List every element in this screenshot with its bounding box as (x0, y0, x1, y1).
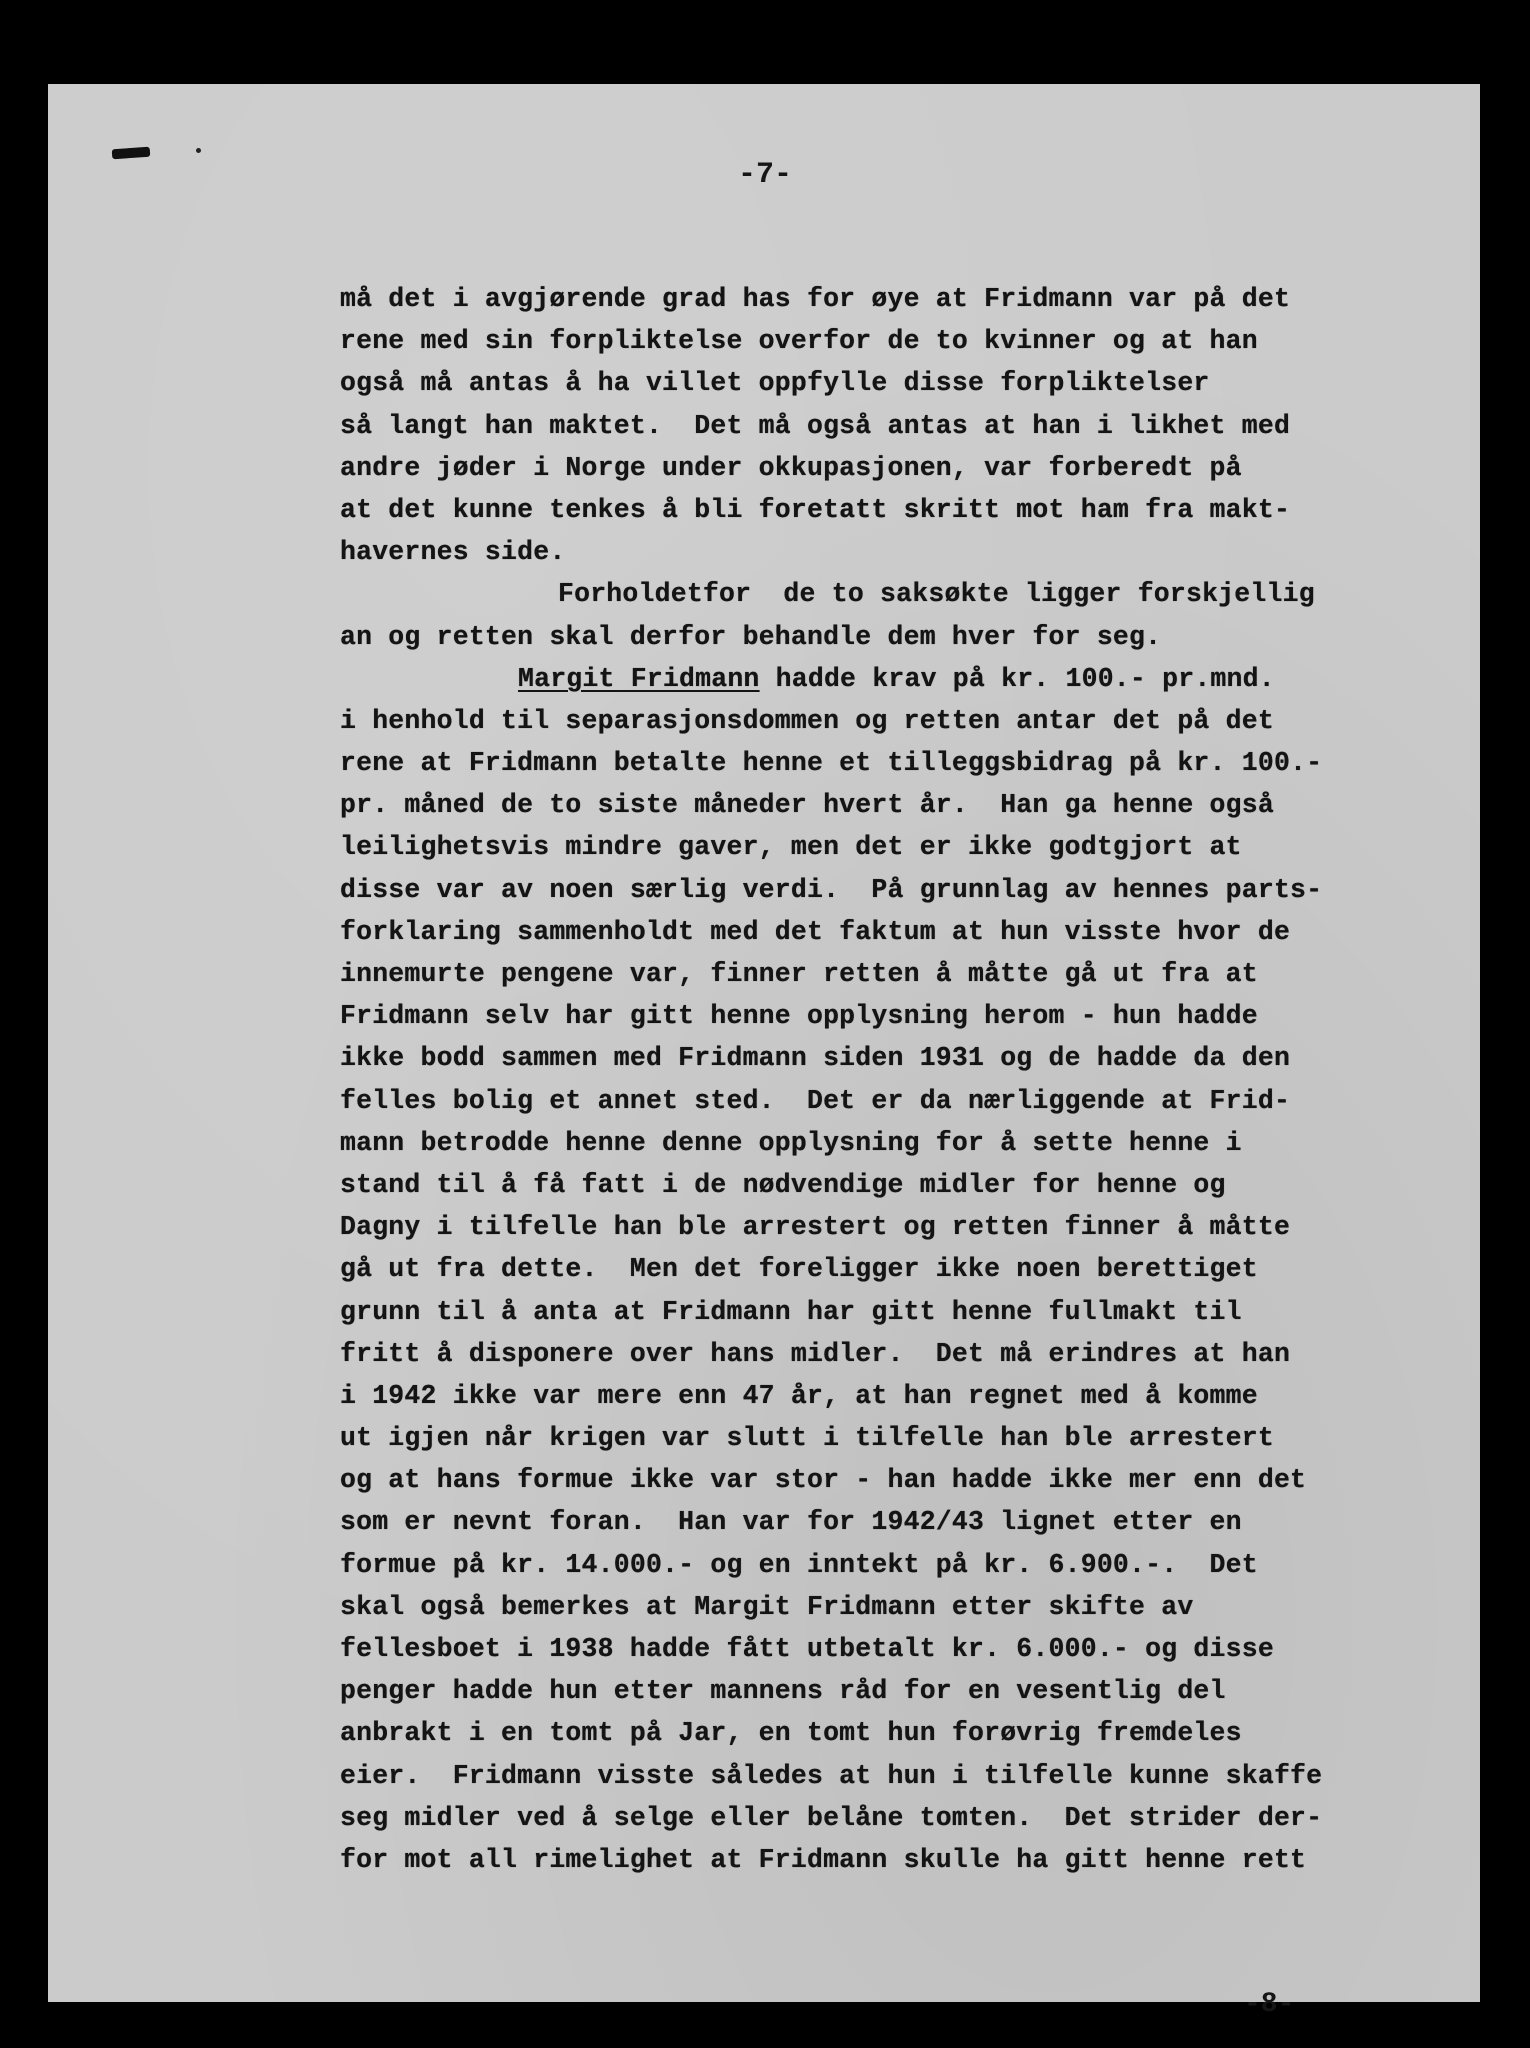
paragraph-3-line: fellesboet i 1938 hadde fått utbetalt kr. 6.000.- og disse (340, 1634, 1274, 1664)
paragraph-3-line: seg midler ved å selge eller belåne tomten. Det strider der- (340, 1802, 1323, 1833)
paragraph-1-line: rene med sin forpliktelse overfor de to kvinner og at han (340, 326, 1258, 357)
paragraph-3-line: grunn til å anta at Fridmann har gitt henne fullmakt til (340, 1296, 1242, 1327)
paragraph-1-line: også må antas å ha villet oppfylle disse forpliktelser (340, 368, 1210, 399)
paragraph-3-line: Fridmann selv har gitt henne opplysning herom - hun hadde (340, 1001, 1258, 1032)
paragraph-2-line: Forholdetfor de to saksøkte ligger forskjellig (558, 579, 1315, 610)
paragraph-3-line: forklaring sammenholdt med det faktum at hun visste hvor de (340, 916, 1291, 947)
paragraph-3-line: innemurte pengene var, finner retten å måtte gå ut fra at (340, 959, 1258, 989)
paragraph-3-line: som er nevnt foran. Han var for 1942/43 lignet etter en (340, 1507, 1242, 1538)
continuation-page-marker: -8- (1244, 1989, 1295, 2020)
paragraph-3-line: anbrakt i en tomt på Jar, en tomt hun forøvrig fremdeles (340, 1718, 1242, 1749)
paragraph-2-line: an og retten skal derfor behandle dem hver for seg. (340, 621, 1162, 652)
paragraph-3-line: skal også bemerkes at Margit Fridmann etter skifte av (340, 1591, 1194, 1622)
paragraph-3-line: ut igjen når krigen var slutt i tilfelle han ble arrestert (340, 1423, 1274, 1454)
paragraph-1-line: må det i avgjørende grad has for øye at Fridmann var på det (340, 284, 1291, 314)
paragraph-3-line: eier. Fridmann visste således at hun i tilfelle kunne skaffe (340, 1760, 1323, 1791)
paragraph-3-line: pr. måned de to siste måneder hvert år. Han ga henne også (340, 790, 1274, 821)
paragraph-3-line: for mot all rimelighet at Fridmann skulle ha gitt henne rett (340, 1844, 1307, 1875)
paragraph-3-line: Dagny i tilfelle han ble arrestert og retten finner å måtte (340, 1212, 1291, 1243)
paragraph-3-first-line-rest: hadde krav på kr. 100.- pr.mnd. (759, 663, 1275, 694)
paragraph-3-line: rene at Fridmann betalte henne et tilleggsbidrag på kr. 100.- (340, 748, 1323, 779)
paragraph-3-line: og at hans formue ikke var stor - han hadde ikke mer enn det (340, 1465, 1307, 1496)
document-body (340, 278, 1490, 1881)
paragraph-3-line: disse var av noen særlig verdi. På grunnlag av hennes parts- (340, 874, 1323, 905)
paragraph-1-line: at det kunne tenkes å bli foretatt skritt mot ham fra makt- (340, 494, 1291, 525)
heading-name-margit-fridmann: Margit Fridmann (518, 663, 760, 694)
paragraph-3-line: i henhold til separasjonsdommen og retten antar det på det (340, 705, 1274, 736)
paragraph-3-line: ikke bodd sammen med Fridmann siden 1931 og de hadde da den (340, 1043, 1291, 1074)
paragraph-1-line: havernes side. (340, 537, 566, 568)
paragraph-3-line: fritt å disponere over hans midler. Det må erindres at han (340, 1338, 1291, 1369)
page-number: -7- (737, 158, 792, 192)
paragraph-3-line: gå ut fra dette. Men det foreligger ikke noen berettiget (340, 1254, 1258, 1285)
paragraph-3-line: stand til å få fatt i de nødvendige midler for henne og (340, 1169, 1226, 1200)
paragraph-3-line: mann betrodde henne denne opplysning for å sette henne i (340, 1127, 1242, 1158)
paragraph-3-line: leilighetsvis mindre gaver, men det er ikke godtgjort at (340, 832, 1242, 863)
paragraph-3-line: i 1942 ikke var mere enn 47 år, at han regnet med å komme (340, 1380, 1258, 1411)
ink-dot (196, 148, 201, 153)
paragraph-3-line: formue på kr. 14.000.- og en inntekt på kr. 6.900.-. Det (340, 1549, 1258, 1580)
paragraph-1-line: andre jøder i Norge under okkupasjonen, var forberedt på (340, 452, 1242, 483)
paragraph-3-first-line (340, 658, 1490, 700)
paragraph-1-line: så langt han maktet. Det må også antas at han i likhet med (340, 410, 1291, 441)
paragraph-3-line: felles bolig et annet sted. Det er da nærliggende at Frid- (340, 1085, 1291, 1116)
paragraph-3-line: penger hadde hun etter mannens råd for en vesentlig del (340, 1676, 1226, 1707)
